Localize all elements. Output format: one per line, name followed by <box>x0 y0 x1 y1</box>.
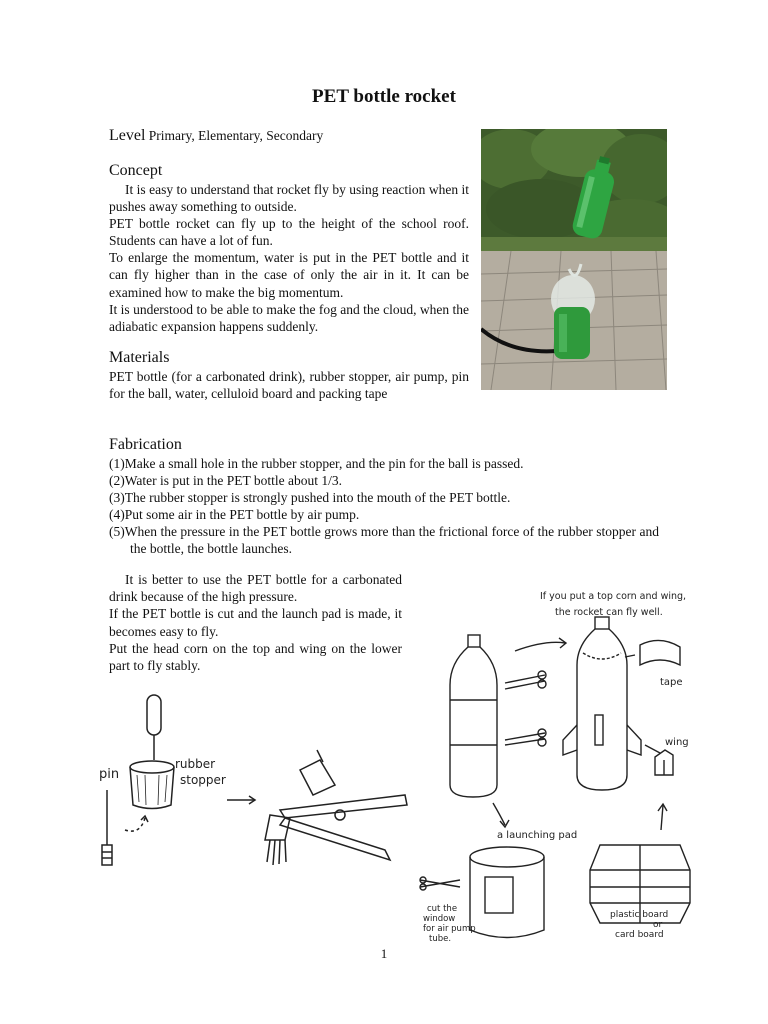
rubber-label: rubber <box>175 757 216 771</box>
step-item: (4)Put some air in the PET bottle by air pump. <box>109 507 360 522</box>
materials-heading: Materials <box>109 349 170 366</box>
note-line-2: the rocket can fly well. <box>555 607 663 618</box>
rocket-assembly-sketch <box>415 585 715 950</box>
stopper-label: stopper <box>180 773 226 787</box>
cut-note-3: for air pump <box>423 924 476 934</box>
stopper-pin-sketch <box>95 690 425 890</box>
note-line-1: If you put a top corn and wing, <box>540 591 687 602</box>
concept-line: It is easy to understand that rocket fly by using reaction when it pushes away something to outside. <box>109 182 469 215</box>
fabrication-steps <box>109 455 659 557</box>
cut-note-2: window <box>423 914 456 924</box>
launching-pad-label: a launching pad <box>497 830 578 841</box>
concept-line: PET bottle rocket can fly up to the height of the school roof. Students can have a lot of fun. <box>109 216 469 249</box>
step-item: (2)Water is put in the PET bottle about 1/3. <box>109 473 343 488</box>
level-value: Primary, Elementary, Secondary <box>148 128 324 143</box>
concept-line: To enlarge the momentum, water is put in the PET bottle and it can fly higher than in the case of only the air in it. It can be examined how to make the big momentum. <box>109 250 469 300</box>
concept-heading: Concept <box>109 162 163 179</box>
board-note-1: plastic board <box>610 910 669 920</box>
page-number: 1 <box>380 946 388 961</box>
concept-line: It is understood to be able to make the fog and the cloud, when the adiabatic expansion happens suddenly. <box>109 301 469 334</box>
step-item: (3)The rubber stopper is strongly pushed into the mouth of the PET bottle. <box>109 490 511 505</box>
tip-line: It is better to use the PET bottle for a carbonated drink because of the high pressure. <box>109 572 402 605</box>
cut-note-4: tube. <box>429 934 452 944</box>
pin-label: pin <box>99 767 120 782</box>
fabrication-heading: Fabrication <box>109 436 182 453</box>
step-item: (5)When the pressure in the PET bottle grows more than the frictional force of the rubber stopper and the bottle, the bottle launches. <box>109 524 659 556</box>
tip-line: If the PET bottle is cut and the launch pad is made, it becomes easy to fly. <box>109 606 402 639</box>
level-line <box>109 127 323 145</box>
tips-body <box>109 571 402 674</box>
materials-text: PET bottle (for a carbonated drink), rubber stopper, air pump, pin for the ball, water, celluloid board and packing tape <box>109 369 469 402</box>
tip-line: Put the head corn on the top and wing on the lower part to fly stably. <box>109 640 402 674</box>
step-item: (1)Make a small hole in the rubber stopper, and the pin for the ball is passed. <box>109 456 524 471</box>
concept-body <box>109 181 469 335</box>
rocket-launch-illustration <box>481 129 667 390</box>
cut-note-1: cut the <box>427 904 458 914</box>
tape-label: tape <box>660 677 683 688</box>
rocket-launch-photo <box>481 129 667 390</box>
materials-body <box>109 368 469 402</box>
board-note-2: or <box>653 920 663 930</box>
page-title: PET bottle rocket <box>312 86 456 107</box>
board-note-3: card board <box>615 930 664 940</box>
level-heading: Level <box>109 127 146 144</box>
wing-label: wing <box>665 737 689 748</box>
